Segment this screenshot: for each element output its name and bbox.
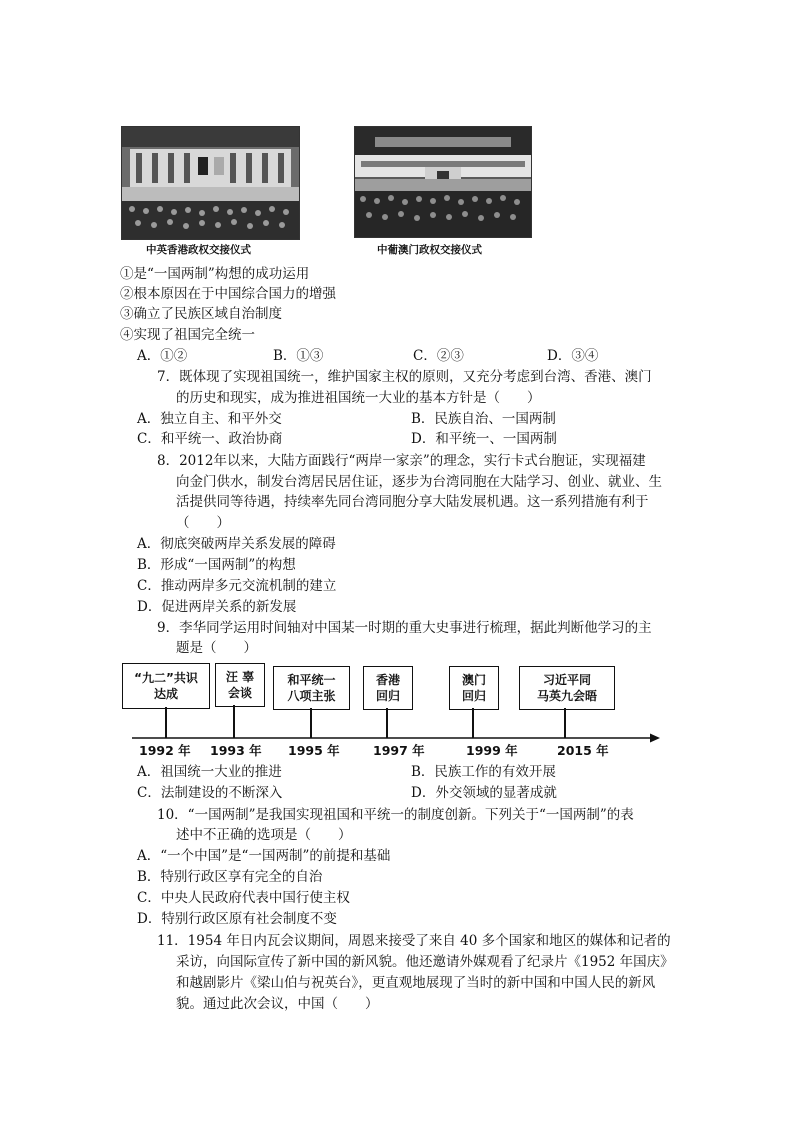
q10-option-a[interactable]: A．“一个中国”是“一国两制”的前提和基础 [137,848,391,864]
hongkong-photo-caption: 中英香港政权交接仪式 [146,244,251,256]
q6-statement-4: ④实现了祖国完全统一 [120,327,255,343]
q8-option-b[interactable]: B．形成“一国两制”的构想 [137,557,296,573]
timeline-event-label: 回归 [461,689,486,703]
q9-stem-line-1: 9．李华同学运用时间轴对中国某一时期的重大史事进行梳理，据此判断他学习的主 [157,620,652,636]
timeline-event-label: 香港 [375,673,400,687]
timeline-year: 2015 年 [557,743,609,758]
q11-stem-line-4: 貌。通过此次会议，中国（ ） [176,996,379,1012]
q10-stem-line-2: 述中不正确的选项是（ ） [176,827,352,843]
q11-stem-line-1: 11．1954 年日内瓦会议期间，周恩来接受了来自 40 多个国家和地区的媒体和记者的 [157,933,671,949]
q8-stem-line-2: 向金门供水，制发台湾居民居住证，逐步为台湾同胞在大陆学习、创业、就业、生 [176,474,662,490]
q6-option-b[interactable]: B．①③ [273,348,324,364]
q7-option-a[interactable]: A．独立自主、和平外交 [137,411,282,427]
q6-option-c[interactable]: C．②③ [413,348,464,364]
q7-option-d[interactable]: D．和平统一、一国两制 [411,431,557,447]
timeline-event-1997 [363,666,413,710]
q6-option-d[interactable]: D．③④ [547,348,599,364]
q7-stem-line-1: 7．既体现了实现祖国统一，维护国家主权的原则，又充分考虑到台湾、香港、澳门 [157,369,652,385]
timeline-event-label: 马英九会晤 [536,689,597,703]
timeline-event-1995 [273,666,350,710]
q10-option-c[interactable]: C．中央人民政府代表中国行使主权 [137,890,350,906]
timeline-event-label: 回归 [375,689,400,703]
q8-option-d[interactable]: D．促进两岸关系的新发展 [137,599,297,615]
q11-stem-line-3: 和越剧影片《梁山伯与祝英台》，更直观地展现了当时的新中国和中国人民的新风 [176,975,656,991]
q9-stem-line-2: 题是（ ） [176,640,257,656]
q6-statement-3: ③确立了民族区域自治制度 [120,306,282,322]
timeline-event-label: 会谈 [227,686,252,700]
q7-option-c[interactable]: C．和平统一、政治协商 [137,431,283,447]
q10-option-d[interactable]: D．特别行政区原有社会制度不变 [137,911,337,927]
q8-option-a[interactable]: A．彻底突破两岸关系发展的障碍 [137,536,336,552]
timeline-year: 1997 年 [373,743,425,758]
q10-option-b[interactable]: B．特别行政区享有完全的自治 [137,869,323,885]
timeline-year: 1995 年 [288,743,340,758]
timeline-event-label: 八项主张 [287,689,336,703]
q9-option-a[interactable]: A．祖国统一大业的推进 [137,764,282,780]
timeline-event-label: 达成 [153,687,178,701]
timeline-year: 1999 年 [466,743,518,758]
timeline-event-1993 [215,663,265,707]
timeline-event-label: “九二”共识 [134,671,198,685]
timeline-year: 1992 年 [139,743,191,758]
timeline-event-2015 [519,666,615,710]
q11-stem-line-2: 采访，向国际宣传了新中国的新风貌。他还邀请外媒观看了纪录片《1952 年国庆》 [176,954,674,970]
q7-stem-line-2: 的历史和现实，成为推进祖国统一大业的基本方针是（ ） [176,390,541,406]
timeline-event-label: 汪 辜 [225,670,255,684]
q8-stem-line-1: 8．2012年以来，大陆方面践行“两岸一家亲”的理念，实行卡式台胞证，实现福建 [157,453,646,469]
q8-stem-line-3: 活提供同等待遇，持续率先同台湾同胞分享大陆发展机遇。这一系列措施有利于 [176,494,649,510]
q9-option-c[interactable]: C．法制建设的不断深入 [137,785,283,801]
q6-statement-1: ①是“一国两制”构想的成功运用 [120,266,310,282]
q7-option-b[interactable]: B．民族自治、一国两制 [411,411,556,427]
macau-photo-caption: 中葡澳门政权交接仪式 [377,244,482,256]
q6-option-a[interactable]: A．①② [137,348,188,364]
timeline-event-label: 和平统一 [287,673,336,687]
timeline-event-label: 习近平同 [542,673,591,687]
q6-statement-2: ②根本原因在于中国综合国力的增强 [120,286,336,302]
macau-handover-photo [354,126,532,238]
q8-option-c[interactable]: C．推动两岸多元交流机制的建立 [137,578,337,594]
hongkong-handover-photo [121,126,300,240]
timeline-event-1999 [449,666,499,710]
q10-stem-line-1: 10．“一国两制”是我国实现祖国和平统一的制度创新。下列关于“一国两制”的表 [157,807,634,823]
q9-option-b[interactable]: B．民族工作的有效开展 [411,764,556,780]
q9-option-d[interactable]: D．外交领域的显著成就 [411,785,557,801]
timeline-event-label: 澳门 [461,673,486,687]
timeline-year: 1993 年 [210,743,262,758]
timeline-event-1992 [122,663,210,709]
q8-stem-line-4: （ ） [176,515,230,531]
